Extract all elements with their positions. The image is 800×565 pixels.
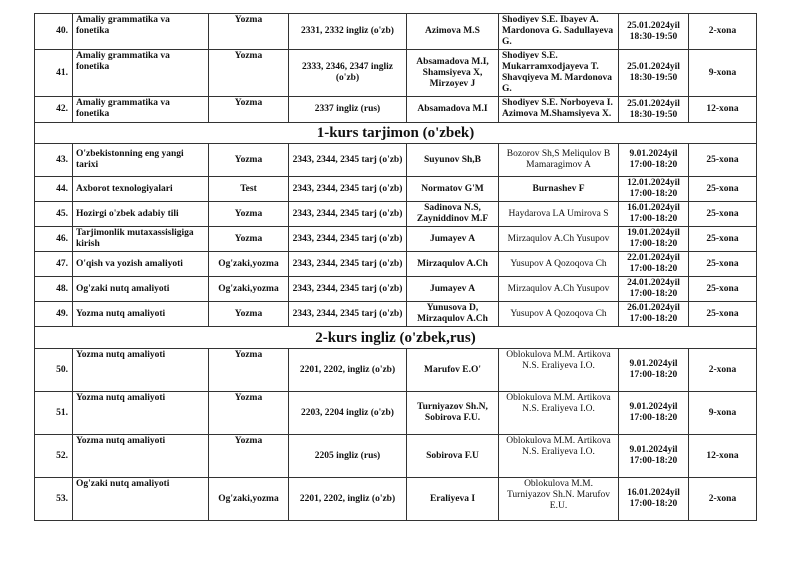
subject-cell: Yozma nutq amaliyoti <box>73 435 209 478</box>
exam-type-cell: Yozma <box>209 50 289 97</box>
date-cell: 9.01.2024yil 17:00-18:20 <box>619 435 689 478</box>
section-title: 2-kurs ingliz (o'zbek,rus) <box>35 327 757 349</box>
groups-cell: 2205 ingliz (rus) <box>289 435 407 478</box>
subject-cell: Yozma nutq amaliyoti <box>73 349 209 392</box>
groups-cell: 2343, 2344, 2345 tarj (o'zb) <box>289 202 407 227</box>
room-cell: 25-xona <box>689 252 757 277</box>
groups-cell: 2201, 2202, ingliz (o'zb) <box>289 478 407 521</box>
examiners-cell: Burnashev F <box>499 177 619 202</box>
subject-cell: Amaliy grammatika va fonetika <box>73 50 209 97</box>
examiners-cell: Oblokulova M.M. Artikova N.S. Eraliyeva I.O. <box>499 435 619 478</box>
examiners-cell: Oblokulova M.M. Artikova N.S. Eraliyeva I.O. <box>499 392 619 435</box>
room-cell: 25-xona <box>689 144 757 177</box>
room-cell: 25-xona <box>689 277 757 302</box>
subject-cell: Hozirgi o'zbek adabiy tili <box>73 202 209 227</box>
exam-type-cell: Og'zaki,yozma <box>209 277 289 302</box>
row-number: 41. <box>35 50 73 97</box>
subject-cell: Og'zaki nutq amaliyoti <box>73 478 209 521</box>
date-cell: 25.01.2024yil 18:30-19:50 <box>619 50 689 97</box>
room-cell: 25-xona <box>689 177 757 202</box>
teacher-cell: Marufov E.O' <box>407 349 499 392</box>
subject-cell: O'qish va yozish amaliyoti <box>73 252 209 277</box>
table-row <box>35 277 757 302</box>
section-title: 1-kurs tarjimon (o'zbek) <box>35 123 757 144</box>
subject-cell: O'zbekistonning eng yangi tarixi <box>73 144 209 177</box>
exam-type-cell: Yozma <box>209 14 289 50</box>
subject-cell: Tarjimonlik mutaxassisligiga kirish <box>73 227 209 252</box>
date-cell: 12.01.2024yil 17:00-18:20 <box>619 177 689 202</box>
room-cell: 12-xona <box>689 435 757 478</box>
groups-cell: 2343, 2344, 2345 tarj (o'zb) <box>289 277 407 302</box>
date-cell: 24.01.2024yil 17:00-18:20 <box>619 277 689 302</box>
row-number: 40. <box>35 14 73 50</box>
subject-cell: Amaliy grammatika va fonetika <box>73 97 209 123</box>
exam-type-cell: Yozma <box>209 435 289 478</box>
exam-schedule-table <box>34 13 757 521</box>
groups-cell: 2337 ingliz (rus) <box>289 97 407 123</box>
row-number: 52. <box>35 435 73 478</box>
groups-cell: 2343, 2344, 2345 tarj (o'zb) <box>289 252 407 277</box>
table-row <box>35 97 757 123</box>
table-row <box>35 392 757 435</box>
row-number: 46. <box>35 227 73 252</box>
groups-cell: 2343, 2344, 2345 tarj (o'zb) <box>289 177 407 202</box>
teacher-cell: Suyunov Sh,B <box>407 144 499 177</box>
exam-type-cell: Test <box>209 177 289 202</box>
examiners-cell: Mirzaqulov A.Ch Yusupov <box>499 277 619 302</box>
row-number: 44. <box>35 177 73 202</box>
groups-cell: 2201, 2202, ingliz (o'zb) <box>289 349 407 392</box>
table-row <box>35 349 757 392</box>
examiners-cell: Oblokulova M.M. Turniyazov Sh.N. Marufov E.U. <box>499 478 619 521</box>
examiners-cell: Haydarova LA Umirova S <box>499 202 619 227</box>
date-cell: 16.01.2024yil 17:00-18:20 <box>619 202 689 227</box>
date-cell: 25.01.2024yil 18:30-19:50 <box>619 14 689 50</box>
subject-cell: Axborot texnologiyalari <box>73 177 209 202</box>
examiners-cell: Yusupov A Qozoqova Ch <box>499 252 619 277</box>
room-cell: 2-xona <box>689 349 757 392</box>
row-number: 53. <box>35 478 73 521</box>
table-row <box>35 50 757 97</box>
teacher-cell: Azimova M.S <box>407 14 499 50</box>
exam-type-cell: Yozma <box>209 144 289 177</box>
examiners-cell: Shodiyev S.E. Ibayev A. Mardonova G. Sadullayeva G. <box>499 14 619 50</box>
examiners-cell: Oblokulova M.M. Artikova N.S. Eraliyeva I.O. <box>499 349 619 392</box>
table-row <box>35 478 757 521</box>
room-cell: 2-xona <box>689 14 757 50</box>
table-row <box>35 144 757 177</box>
date-cell: 26.01.2024yil 17:00-18:20 <box>619 302 689 327</box>
subject-cell: Og'zaki nutq amaliyoti <box>73 277 209 302</box>
exam-type-cell: Og'zaki,yozma <box>209 252 289 277</box>
section-header-row <box>35 327 757 349</box>
teacher-cell: Eraliyeva I <box>407 478 499 521</box>
subject-cell: Yozma nutq amaliyoti <box>73 392 209 435</box>
exam-type-cell: Yozma <box>209 392 289 435</box>
teacher-cell: Jumayev A <box>407 227 499 252</box>
table-row <box>35 302 757 327</box>
exam-type-cell: Yozma <box>209 349 289 392</box>
exam-type-cell: Og'zaki,yozma <box>209 478 289 521</box>
date-cell: 19.01.2024yil 17:00-18:20 <box>619 227 689 252</box>
examiners-cell: Bozorov Sh,S Meliqulov B Mamaragimov A <box>499 144 619 177</box>
teacher-cell: Jumayev A <box>407 277 499 302</box>
room-cell: 25-xona <box>689 302 757 327</box>
row-number: 49. <box>35 302 73 327</box>
teacher-cell: Mirzaqulov A.Ch <box>407 252 499 277</box>
teacher-cell: Sobirova F.U <box>407 435 499 478</box>
exam-type-cell: Yozma <box>209 97 289 123</box>
teacher-cell: Yunusova D, Mirzaqulov A.Ch <box>407 302 499 327</box>
examiners-cell: Mirzaqulov A.Ch Yusupov <box>499 227 619 252</box>
groups-cell: 2343, 2344, 2345 tarj (o'zb) <box>289 144 407 177</box>
table-row <box>35 202 757 227</box>
groups-cell: 2331, 2332 ingliz (o'zb) <box>289 14 407 50</box>
teacher-cell: Turniyazov Sh.N, Sobirova F.U. <box>407 392 499 435</box>
date-cell: 9.01.2024yil 17:00-18:20 <box>619 392 689 435</box>
table-row <box>35 177 757 202</box>
examiners-cell: Yusupov A Qozoqova Ch <box>499 302 619 327</box>
room-cell: 9-xona <box>689 392 757 435</box>
date-cell: 9.01.2024yil 17:00-18:20 <box>619 144 689 177</box>
room-cell: 25-xona <box>689 202 757 227</box>
teacher-cell: Sadinova N.S, Zayniddinov M.F <box>407 202 499 227</box>
date-cell: 22.01.2024yil 17:00-18:20 <box>619 252 689 277</box>
row-number: 47. <box>35 252 73 277</box>
groups-cell: 2333, 2346, 2347 ingliz (o'zb) <box>289 50 407 97</box>
exam-type-cell: Yozma <box>209 227 289 252</box>
row-number: 45. <box>35 202 73 227</box>
table-row <box>35 435 757 478</box>
teacher-cell: Absamadova M.I, Shamsiyeva X, Mirzoyev J <box>407 50 499 97</box>
section-header-row <box>35 123 757 144</box>
teacher-cell: Normatov G'M <box>407 177 499 202</box>
room-cell: 25-xona <box>689 227 757 252</box>
subject-cell: Amaliy grammatika va fonetika <box>73 14 209 50</box>
row-number: 48. <box>35 277 73 302</box>
row-number: 50. <box>35 349 73 392</box>
room-cell: 2-xona <box>689 478 757 521</box>
examiners-cell: Shodiyev S.E. Mukarramxodjayeva T. Shavqiyeva M. Mardonova G. <box>499 50 619 97</box>
subject-cell: Yozma nutq amaliyoti <box>73 302 209 327</box>
row-number: 42. <box>35 97 73 123</box>
table-row <box>35 14 757 50</box>
teacher-cell: Absamadova M.I <box>407 97 499 123</box>
groups-cell: 2343, 2344, 2345 tarj (o'zb) <box>289 302 407 327</box>
date-cell: 16.01.2024yil 17:00-18:20 <box>619 478 689 521</box>
row-number: 51. <box>35 392 73 435</box>
table-row <box>35 252 757 277</box>
room-cell: 9-xona <box>689 50 757 97</box>
exam-type-cell: Yozma <box>209 302 289 327</box>
groups-cell: 2203, 2204 ingliz (o'zb) <box>289 392 407 435</box>
row-number: 43. <box>35 144 73 177</box>
date-cell: 25.01.2024yil 18:30-19:50 <box>619 97 689 123</box>
exam-type-cell: Yozma <box>209 202 289 227</box>
date-cell: 9.01.2024yil 17:00-18:20 <box>619 349 689 392</box>
examiners-cell: Shodiyev S.E. Norboyeva I. Azimova M.Shamsiyeva X. <box>499 97 619 123</box>
room-cell: 12-xona <box>689 97 757 123</box>
table-row <box>35 227 757 252</box>
groups-cell: 2343, 2344, 2345 tarj (o'zb) <box>289 227 407 252</box>
